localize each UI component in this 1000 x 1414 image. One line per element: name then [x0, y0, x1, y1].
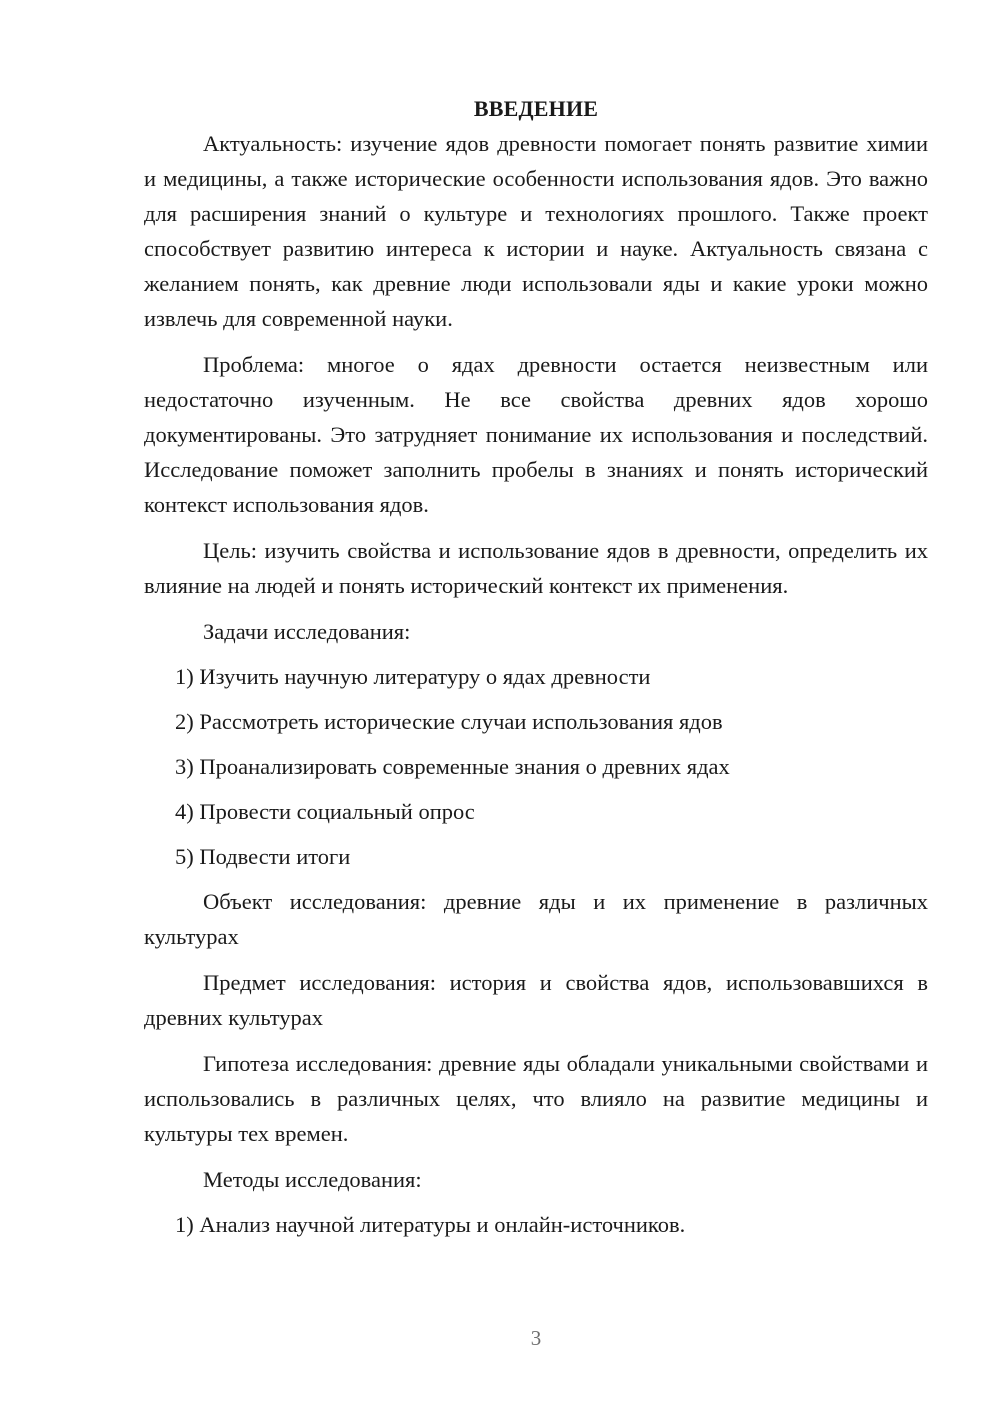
subject-paragraph: Предмет исследования: история и свойства ядов, использовавшихся в древних культурах: [144, 970, 928, 1030]
task-item: 5) Подвести итоги: [175, 844, 351, 869]
methods-heading: Методы исследования:: [203, 1167, 422, 1192]
document-page: [144, 92, 928, 1252]
task-item: 2) Рассмотреть исторические случаи использования ядов: [175, 709, 723, 734]
tasks-list: [144, 659, 928, 874]
object-paragraph: Объект исследования: древние яды и их применение в различных культурах: [144, 889, 928, 949]
page-number: 3: [530, 1326, 542, 1350]
task-item: 3) Проанализировать современные знания о древних ядах: [175, 754, 730, 779]
method-item: 1) Анализ научной литературы и онлайн-источников.: [175, 1212, 686, 1237]
page-title: ВВЕДЕНИЕ: [473, 96, 599, 121]
tasks-heading: Задачи исследования:: [203, 619, 411, 644]
relevance-paragraph: Актуальность: изучение ядов древности помогает понять развитие химии и медицины, а также исторические особенности использования ядов. Это важно для расширения знаний о культуре и технологиях прошлого. Также проект способствует развитию интереса к истории и науке. Актуальность связана с желанием понять, как древние люди использовали яды и какие уроки можно извлечь для современной науки.: [144, 131, 928, 331]
methods-list: [144, 1207, 928, 1242]
task-item: 1) Изучить научную литературу о ядах древности: [175, 664, 651, 689]
task-item: 4) Провести социальный опрос: [175, 799, 475, 824]
problem-paragraph: Проблема: многое о ядах древности остается неизвестным или недостаточно изученным. Не все свойства древних ядов хорошо документированы. Это затрудняет понимание их использования и последствий. Исследование поможет заполнить пробелы в знаниях и понять исторический контекст использования ядов.: [144, 352, 928, 517]
hypothesis-paragraph: Гипотеза исследования: древние яды обладали уникальными свойствами и использовались в различных целях, что влияло на развитие медицины и культуры тех времен.: [144, 1051, 928, 1146]
goal-paragraph: Цель: изучить свойства и использование ядов в древности, определить их влияние на людей и понять исторический контекст их применения.: [144, 538, 928, 598]
